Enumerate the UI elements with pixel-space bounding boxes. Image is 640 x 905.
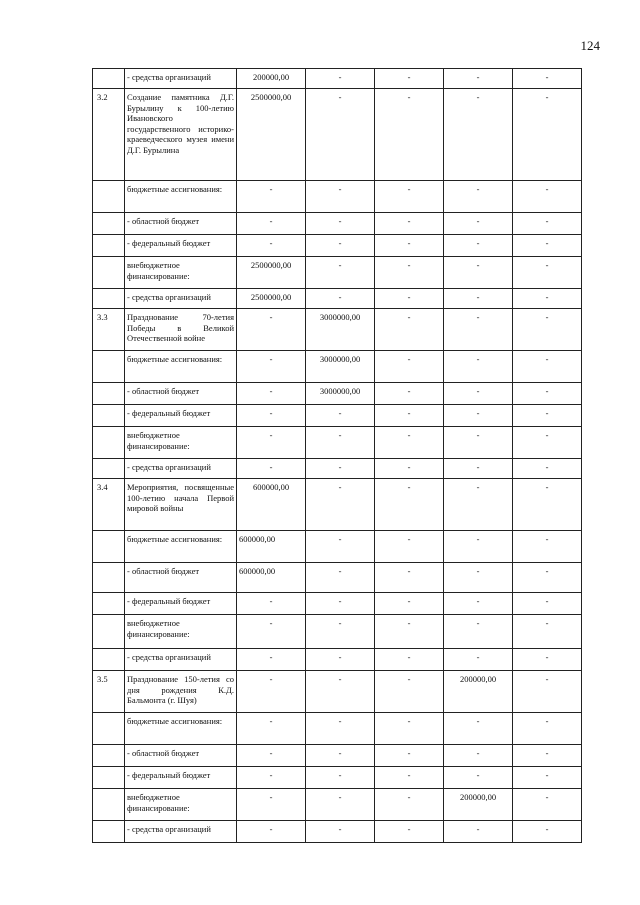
item-number-cell	[93, 213, 125, 235]
amount-cell: -	[513, 427, 582, 459]
amount-cell: -	[513, 405, 582, 427]
amount-cell: -	[375, 789, 444, 821]
item-number-cell	[93, 351, 125, 383]
amount-cell: -	[444, 531, 513, 563]
table-row	[93, 531, 582, 563]
item-number-cell	[93, 821, 125, 843]
amount-cell: -	[237, 309, 306, 351]
item-number-cell	[93, 405, 125, 427]
item-number-cell	[93, 383, 125, 405]
amount-cell: -	[513, 649, 582, 671]
item-name-cell: внебюджетное финансирование:	[125, 615, 237, 649]
item-name-cell: - средства организаций	[125, 69, 237, 89]
amount-cell: -	[375, 767, 444, 789]
amount-cell: -	[513, 713, 582, 745]
table-row	[93, 181, 582, 213]
item-name-cell: - федеральный бюджет	[125, 405, 237, 427]
budget-table	[92, 68, 582, 843]
item-number-cell	[93, 563, 125, 593]
amount-cell: -	[444, 427, 513, 459]
amount-cell: -	[513, 89, 582, 181]
amount-cell: -	[237, 767, 306, 789]
item-number-cell	[93, 181, 125, 213]
amount-cell: -	[375, 531, 444, 563]
amount-cell: -	[237, 593, 306, 615]
amount-cell: -	[375, 593, 444, 615]
amount-cell: -	[513, 383, 582, 405]
item-name-cell: - областной бюджет	[125, 213, 237, 235]
amount-cell: -	[237, 615, 306, 649]
amount-cell: -	[513, 615, 582, 649]
amount-cell: -	[513, 213, 582, 235]
item-name-cell: бюджетные ассигнования:	[125, 531, 237, 563]
table-row	[93, 213, 582, 235]
item-name-cell: Создание памятника Д.Г. Бурылину к 100-летию Ивановского государственного историко-краеведческого музея имени Д.Г. Бурылина	[125, 89, 237, 181]
amount-cell: -	[375, 649, 444, 671]
amount-cell: -	[375, 671, 444, 713]
item-name-cell: Мероприятия, посвященные 100-летию начала Первой мировой войны	[125, 479, 237, 531]
amount-cell: -	[306, 713, 375, 745]
amount-cell: -	[513, 289, 582, 309]
budget-table-body	[93, 69, 582, 843]
amount-cell: -	[513, 479, 582, 531]
amount-cell: -	[375, 257, 444, 289]
table-row	[93, 745, 582, 767]
item-number-cell	[93, 713, 125, 745]
amount-cell: -	[375, 235, 444, 257]
item-number-cell	[93, 745, 125, 767]
amount-cell: -	[375, 459, 444, 479]
amount-cell: -	[237, 789, 306, 821]
amount-cell: -	[306, 767, 375, 789]
amount-cell: 200000,00	[237, 69, 306, 89]
amount-cell: -	[444, 69, 513, 89]
amount-cell: -	[237, 671, 306, 713]
amount-cell: 3000000,00	[306, 351, 375, 383]
amount-cell: -	[306, 213, 375, 235]
amount-cell: -	[237, 405, 306, 427]
amount-cell: -	[237, 181, 306, 213]
item-name-cell: бюджетные ассигнования:	[125, 181, 237, 213]
table-row	[93, 593, 582, 615]
amount-cell: -	[513, 235, 582, 257]
item-name-cell: - федеральный бюджет	[125, 767, 237, 789]
item-number-cell: 3.2	[93, 89, 125, 181]
item-number-cell	[93, 531, 125, 563]
amount-cell: 3000000,00	[306, 309, 375, 351]
amount-cell: -	[306, 459, 375, 479]
amount-cell: -	[375, 713, 444, 745]
amount-cell: -	[513, 69, 582, 89]
amount-cell: -	[375, 69, 444, 89]
amount-cell: -	[375, 383, 444, 405]
amount-cell: 600000,00	[237, 531, 306, 563]
table-row	[93, 69, 582, 89]
table-row	[93, 821, 582, 843]
item-name-cell: - федеральный бюджет	[125, 593, 237, 615]
amount-cell: -	[444, 405, 513, 427]
amount-cell: -	[444, 563, 513, 593]
table-row	[93, 649, 582, 671]
item-number-cell	[93, 427, 125, 459]
amount-cell: 2500000,00	[237, 257, 306, 289]
item-name-cell: - федеральный бюджет	[125, 235, 237, 257]
amount-cell: -	[306, 671, 375, 713]
amount-cell: -	[444, 649, 513, 671]
amount-cell: -	[306, 181, 375, 213]
amount-cell: -	[306, 89, 375, 181]
item-number-cell	[93, 257, 125, 289]
item-name-cell: - средства организаций	[125, 289, 237, 309]
amount-cell: -	[444, 351, 513, 383]
amount-cell: -	[237, 459, 306, 479]
item-number-cell	[93, 789, 125, 821]
amount-cell: -	[513, 459, 582, 479]
amount-cell: -	[513, 671, 582, 713]
table-row	[93, 405, 582, 427]
amount-cell: -	[513, 789, 582, 821]
amount-cell: -	[375, 479, 444, 531]
amount-cell: -	[444, 235, 513, 257]
amount-cell: -	[306, 649, 375, 671]
item-name-cell: - областной бюджет	[125, 383, 237, 405]
amount-cell: -	[444, 745, 513, 767]
amount-cell: -	[306, 405, 375, 427]
item-number-cell	[93, 767, 125, 789]
amount-cell: -	[306, 531, 375, 563]
amount-cell: 600000,00	[237, 563, 306, 593]
item-number-cell: 3.5	[93, 671, 125, 713]
amount-cell: -	[513, 563, 582, 593]
item-number-cell: 3.4	[93, 479, 125, 531]
table-row	[93, 713, 582, 745]
amount-cell: -	[375, 615, 444, 649]
amount-cell: -	[375, 821, 444, 843]
amount-cell: -	[375, 213, 444, 235]
amount-cell: -	[375, 745, 444, 767]
table-row	[93, 383, 582, 405]
item-name-cell: - средства организаций	[125, 821, 237, 843]
amount-cell: -	[306, 563, 375, 593]
item-number-cell	[93, 615, 125, 649]
amount-cell: -	[444, 213, 513, 235]
amount-cell: -	[306, 745, 375, 767]
page-number: 124	[580, 38, 600, 53]
amount-cell: -	[444, 593, 513, 615]
amount-cell: -	[306, 69, 375, 89]
item-name-cell: - областной бюджет	[125, 745, 237, 767]
item-number-cell	[93, 649, 125, 671]
table-row	[93, 789, 582, 821]
item-number-cell: 3.3	[93, 309, 125, 351]
amount-cell: -	[237, 649, 306, 671]
amount-cell: -	[306, 479, 375, 531]
amount-cell: -	[444, 767, 513, 789]
amount-cell: -	[375, 405, 444, 427]
item-name-cell: внебюджетное финансирование:	[125, 427, 237, 459]
amount-cell: -	[444, 383, 513, 405]
amount-cell: -	[513, 767, 582, 789]
amount-cell: -	[306, 615, 375, 649]
amount-cell: -	[306, 289, 375, 309]
table-row	[93, 563, 582, 593]
item-number-cell	[93, 289, 125, 309]
amount-cell: -	[375, 351, 444, 383]
amount-cell: -	[444, 289, 513, 309]
table-row	[93, 427, 582, 459]
amount-cell: 600000,00	[237, 479, 306, 531]
amount-cell: -	[444, 479, 513, 531]
amount-cell: -	[513, 181, 582, 213]
table-row	[93, 309, 582, 351]
amount-cell: -	[444, 615, 513, 649]
amount-cell: -	[513, 821, 582, 843]
amount-cell: -	[444, 459, 513, 479]
amount-cell: -	[444, 713, 513, 745]
item-name-cell: - областной бюджет	[125, 563, 237, 593]
item-name-cell: - средства организаций	[125, 649, 237, 671]
amount-cell: -	[306, 235, 375, 257]
amount-cell: -	[237, 351, 306, 383]
amount-cell: -	[237, 713, 306, 745]
item-name-cell: Празднование 70-летия Победы в Великой Отечественной войне	[125, 309, 237, 351]
amount-cell: -	[237, 235, 306, 257]
table-row	[93, 351, 582, 383]
amount-cell: -	[306, 427, 375, 459]
amount-cell: -	[237, 383, 306, 405]
amount-cell: -	[444, 89, 513, 181]
amount-cell: -	[375, 427, 444, 459]
amount-cell: -	[444, 181, 513, 213]
item-name-cell: Празднование 150-летия со дня рождения К.Д. Бальмонта (г. Шуя)	[125, 671, 237, 713]
table-row	[93, 289, 582, 309]
amount-cell: 200000,00	[444, 789, 513, 821]
amount-cell: 3000000,00	[306, 383, 375, 405]
item-name-cell: внебюджетное финансирование:	[125, 257, 237, 289]
table-row	[93, 479, 582, 531]
table-row	[93, 615, 582, 649]
item-name-cell: бюджетные ассигнования:	[125, 351, 237, 383]
table-row	[93, 257, 582, 289]
item-name-cell: внебюджетное финансирование:	[125, 789, 237, 821]
amount-cell: 2500000,00	[237, 89, 306, 181]
table-row	[93, 235, 582, 257]
item-name-cell: бюджетные ассигнования:	[125, 713, 237, 745]
amount-cell: 2500000,00	[237, 289, 306, 309]
amount-cell: -	[375, 309, 444, 351]
amount-cell: 200000,00	[444, 671, 513, 713]
amount-cell: -	[375, 289, 444, 309]
amount-cell: -	[444, 257, 513, 289]
table-row	[93, 459, 582, 479]
amount-cell: -	[375, 181, 444, 213]
amount-cell: -	[306, 821, 375, 843]
amount-cell: -	[306, 789, 375, 821]
item-number-cell	[93, 235, 125, 257]
amount-cell: -	[513, 309, 582, 351]
amount-cell: -	[306, 257, 375, 289]
table-row	[93, 671, 582, 713]
amount-cell: -	[375, 89, 444, 181]
amount-cell: -	[375, 563, 444, 593]
amount-cell: -	[237, 821, 306, 843]
amount-cell: -	[237, 427, 306, 459]
item-number-cell	[93, 593, 125, 615]
item-name-cell: - средства организаций	[125, 459, 237, 479]
amount-cell: -	[444, 821, 513, 843]
table-row	[93, 89, 582, 181]
amount-cell: -	[513, 593, 582, 615]
amount-cell: -	[513, 745, 582, 767]
amount-cell: -	[513, 257, 582, 289]
amount-cell: -	[237, 745, 306, 767]
amount-cell: -	[306, 593, 375, 615]
item-number-cell	[93, 459, 125, 479]
amount-cell: -	[513, 351, 582, 383]
amount-cell: -	[237, 213, 306, 235]
item-number-cell	[93, 69, 125, 89]
amount-cell: -	[513, 531, 582, 563]
table-row	[93, 767, 582, 789]
amount-cell: -	[444, 309, 513, 351]
